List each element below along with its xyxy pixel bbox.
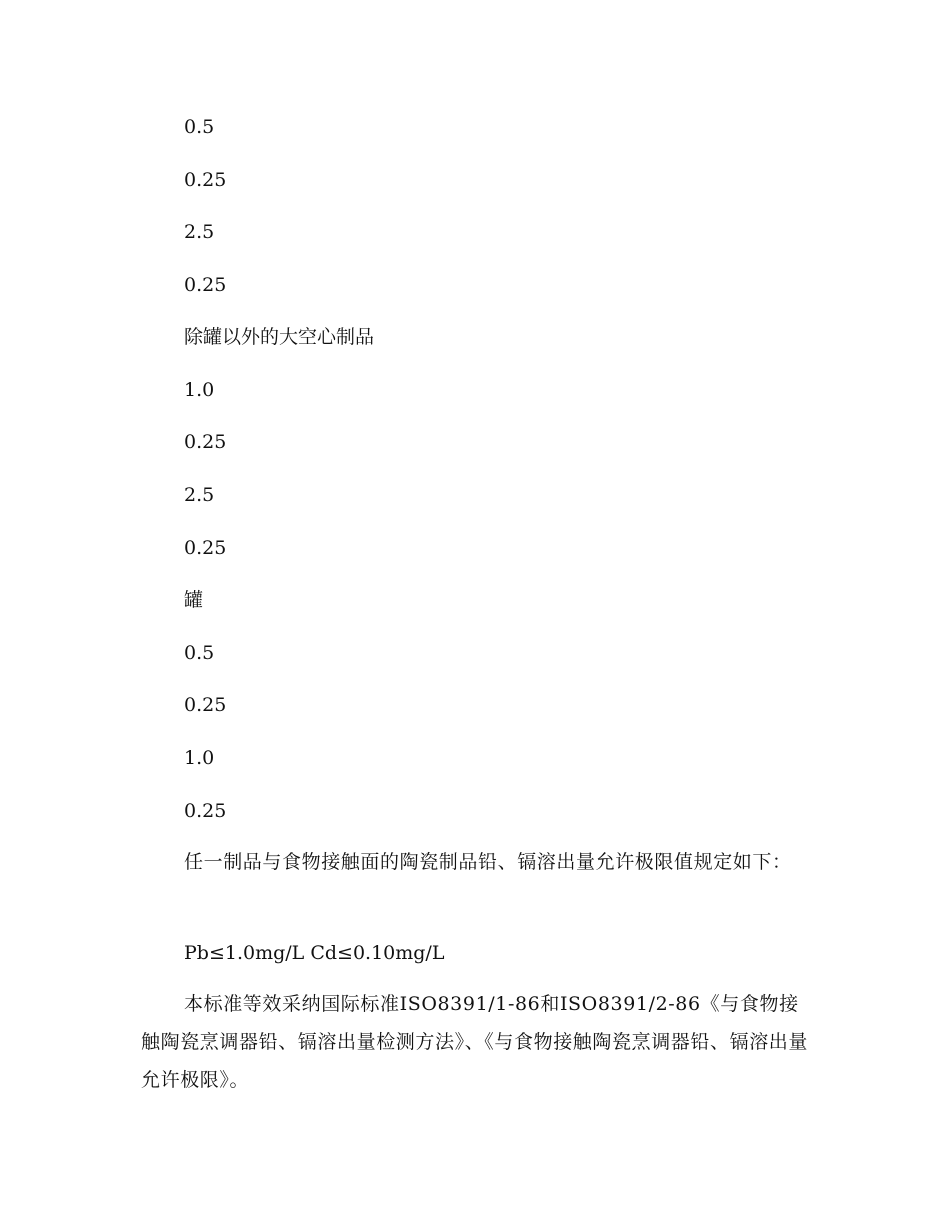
- text-line: 0.25: [184, 537, 227, 559]
- standard-note-paragraph: [141, 985, 811, 1099]
- text-line: 0.25: [184, 431, 227, 453]
- category-label: 罐: [184, 589, 204, 611]
- text-line: 0.25: [184, 694, 227, 716]
- text-line: 2.5: [184, 221, 215, 243]
- text-line: 1.0: [184, 747, 215, 769]
- text-line: 1.0: [184, 379, 215, 401]
- text-line: 0.5: [184, 116, 215, 138]
- limits-values: Pb≤1.0mg/L Cd≤0.10mg/L: [184, 942, 445, 964]
- limits-intro-paragraph: [141, 843, 811, 881]
- standard-note-text: 本标准等效采纳国际标准ISO8391/1-86和ISO8391/2-86《与食物接触陶瓷烹调器铅、镉溶出量检测方法》、《与食物接触陶瓷烹调器铅、镉溶出量允许极限》。: [141, 993, 809, 1091]
- text-line: 0.25: [184, 169, 227, 191]
- text-line: 0.25: [184, 800, 227, 822]
- text-line: 0.25: [184, 274, 227, 296]
- limits-intro-text: 任一制品与食物接触面的陶瓷制品铅、镉溶出量允许极限值规定如下：: [184, 851, 792, 873]
- text-line: 2.5: [184, 484, 215, 506]
- text-line: 0.5: [184, 642, 215, 664]
- category-label: 除罐以外的大空心制品: [184, 326, 375, 348]
